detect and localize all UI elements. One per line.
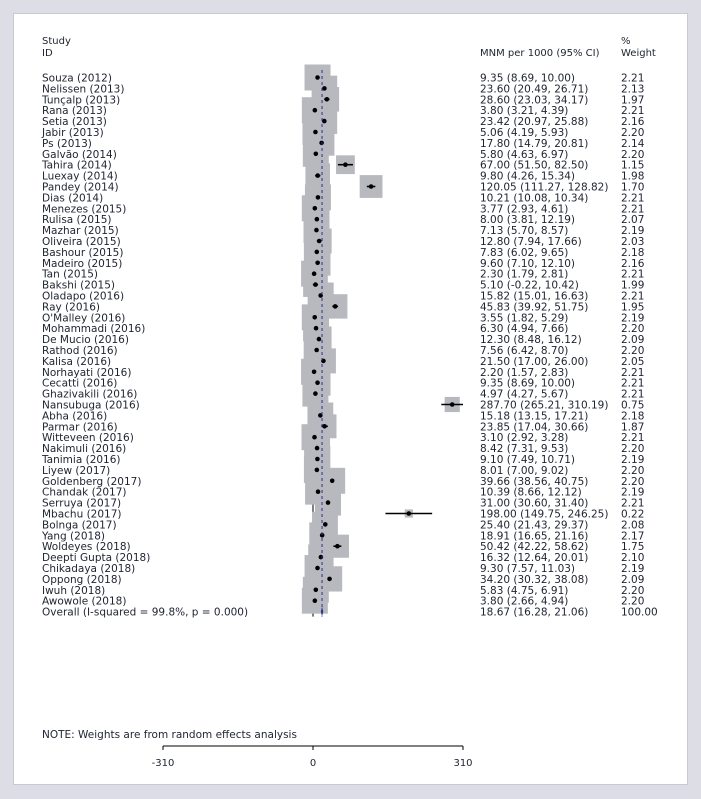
study-label: Witteveen (2016) (42, 432, 134, 445)
ci-text: 21.50 (17.00, 26.00) (480, 355, 589, 368)
point-estimate (315, 446, 320, 451)
ci-text: 8.42 (7.31, 9.53) (480, 443, 569, 456)
point-estimate (323, 522, 328, 527)
weight-text: 1.87 (621, 421, 645, 434)
ci-text: 3.77 (2.93, 4.61) (480, 203, 569, 216)
ci-text: 9.60 (7.10, 12.10) (480, 257, 576, 270)
ci-text: 2.20 (1.57, 2.83) (480, 366, 569, 379)
ci-text: 9.80 (4.26, 15.34) (480, 170, 576, 183)
header-weight: Weight (621, 48, 656, 59)
point-estimate (322, 86, 327, 91)
study-label: Jabir (2013) (42, 127, 104, 139)
ci-text: 7.56 (6.42, 8.70) (480, 345, 569, 357)
study-label: De Mucio (2016) (42, 334, 129, 347)
weight-text: 2.21 (621, 290, 645, 303)
study-label: Tahira (2014) (42, 159, 112, 172)
weight-text: 1.95 (621, 301, 645, 314)
study-label: Souza (2012) (42, 72, 112, 85)
ci-text: 5.10 (-0.22, 10.42) (480, 279, 579, 292)
point-estimate (335, 544, 340, 549)
weight-text: 2.21 (621, 192, 645, 205)
overall-ci-text: 18.67 (16.28, 21.06) (480, 606, 589, 619)
tick-label: 0 (309, 758, 317, 769)
ci-text: 2.30 (1.79, 2.81) (480, 268, 569, 281)
study-label: Luexay (2014) (42, 170, 118, 183)
header-weight-percent: % (621, 36, 631, 47)
ci-text: 10.21 (10.08, 10.34) (480, 192, 589, 205)
study-label: O'Malley (2016) (42, 312, 126, 325)
forest-plot (14, 14, 687, 784)
study-label: Oppong (2018) (42, 573, 122, 586)
weight-text: 2.19 (621, 563, 645, 575)
study-label: Madeiro (2015) (42, 257, 123, 270)
study-label: Yang (2018) (42, 530, 105, 543)
ci-text: 23.42 (20.97, 25.88) (480, 116, 589, 129)
weight-text: 2.20 (621, 323, 645, 336)
ci-text: 3.10 (2.92, 3.28) (480, 432, 569, 445)
weight-text: 1.99 (621, 279, 645, 292)
ci-text: 5.06 (4.19, 5.93) (480, 127, 569, 139)
tick-label: 310 (453, 758, 473, 769)
weight-text: 2.09 (621, 573, 645, 586)
header-id: ID (42, 48, 53, 59)
study-label: Norhayati (2016) (42, 366, 132, 379)
weight-text: 2.21 (621, 268, 645, 281)
point-estimate (315, 75, 320, 80)
tick-label: -310 (151, 758, 175, 769)
weight-text: 2.05 (621, 355, 645, 368)
study-label: Bakshi (2015) (42, 279, 116, 292)
point-estimate (313, 391, 318, 396)
weight-text: 2.13 (621, 83, 645, 96)
study-label: Woldeyes (2018) (42, 541, 131, 554)
study-label: Abha (2016) (42, 410, 108, 423)
ci-text: 5.80 (4.63, 6.97) (480, 148, 569, 161)
weight-text: 2.20 (621, 464, 645, 477)
ci-text: 67.00 (51.50, 82.50) (480, 159, 589, 172)
study-label: Goldenberg (2017) (42, 475, 142, 488)
weight-text: 2.16 (621, 257, 645, 270)
weight-text: 1.75 (621, 541, 645, 554)
weight-text: 2.10 (621, 552, 645, 565)
weight-text: 2.21 (621, 377, 645, 390)
study-label: Kalisa (2016) (42, 355, 112, 368)
study-label: Ghazivakili (2016) (42, 388, 138, 401)
ci-text: 6.30 (4.94, 7.66) (480, 323, 569, 336)
point-estimate (313, 108, 318, 113)
weight-text: 2.19 (621, 486, 645, 499)
study-label: Tanimia (2016) (42, 454, 121, 466)
weight-text: 2.21 (621, 366, 645, 379)
ci-text: 50.42 (42.22, 58.62) (480, 541, 589, 554)
study-label: Rana (2013) (42, 105, 107, 118)
weight-text: 2.20 (621, 345, 645, 357)
study-label: Mazhar (2015) (42, 225, 119, 238)
study-label: Chikadaya (2018) (42, 563, 136, 575)
weight-text: 0.75 (621, 399, 645, 412)
ci-text: 7.13 (5.70, 8.57) (480, 225, 569, 238)
weight-text: 2.20 (621, 127, 645, 139)
point-estimate (450, 402, 455, 407)
ci-text: 7.83 (6.02, 9.65) (480, 246, 569, 259)
point-estimate (313, 282, 318, 287)
ci-text: 12.30 (8.48, 16.12) (480, 334, 582, 347)
ci-text: 287.70 (265.21, 310.19) (480, 399, 609, 412)
x-axis (152, 746, 473, 769)
point-estimate (312, 435, 317, 440)
study-label: Nansubuga (2016) (42, 399, 140, 412)
point-estimate (322, 424, 327, 429)
weight-text: 2.09 (621, 334, 645, 347)
ci-text: 34.20 (30.32, 38.08) (480, 573, 589, 586)
study-label: Rulisa (2015) (42, 214, 112, 227)
ci-text: 9.30 (7.57, 11.03) (480, 563, 576, 575)
point-estimate (313, 598, 318, 603)
study-label: Dias (2014) (42, 192, 104, 205)
weight-text: 2.20 (621, 443, 645, 456)
weight-text: 2.19 (621, 312, 645, 325)
study-label: Awowole (2018) (42, 595, 127, 608)
point-estimate (314, 326, 319, 331)
study-label: Nakimuli (2016) (42, 443, 127, 456)
study-label: Chandak (2017) (42, 486, 127, 499)
weight-text: 2.20 (621, 148, 645, 161)
ci-text: 17.80 (14.79, 20.81) (480, 137, 589, 150)
weight-text: 2.17 (621, 530, 645, 543)
weight-text: 2.20 (621, 584, 645, 597)
study-label: Mbachu (2017) (42, 508, 122, 521)
weight-text: 2.18 (621, 246, 645, 259)
study-label: Tunçalp (2013) (42, 94, 121, 107)
ci-text: 3.80 (3.21, 4.39) (480, 105, 569, 118)
point-estimate (315, 217, 320, 222)
point-estimate (317, 337, 322, 342)
weight-text: 2.21 (621, 72, 645, 85)
point-estimate (316, 195, 321, 200)
ci-text: 8.01 (7.00, 9.02) (480, 464, 569, 477)
ci-text: 15.82 (15.01, 16.63) (480, 290, 589, 303)
point-estimate (314, 348, 319, 353)
weight-text: 1.98 (621, 170, 645, 183)
ci-text: 25.40 (21.43, 29.37) (480, 519, 589, 532)
point-estimate (314, 152, 319, 157)
study-rows (41, 65, 645, 614)
weight-text: 2.20 (621, 595, 645, 608)
point-estimate (315, 457, 320, 462)
weights-note: NOTE: Weights are from random effects analysis (42, 729, 297, 741)
study-label: Bolnga (2017) (42, 519, 117, 532)
point-estimate (325, 97, 330, 102)
ci-text: 28.60 (23.03, 34.17) (480, 94, 589, 107)
point-estimate (315, 173, 320, 178)
point-estimate (326, 500, 331, 505)
point-estimate (322, 119, 327, 124)
study-label: Rathod (2016) (42, 345, 118, 357)
study-label: Mohammadi (2016) (42, 323, 146, 336)
weight-text: 2.21 (621, 105, 645, 118)
study-label: Ray (2016) (42, 301, 100, 314)
study-label: Galvão (2014) (42, 148, 117, 161)
study-label: Pandey (2014) (42, 181, 119, 194)
point-estimate (314, 250, 319, 255)
weight-text: 2.21 (621, 432, 645, 445)
point-estimate (316, 489, 321, 494)
point-estimate (312, 315, 317, 320)
weight-text: 2.21 (621, 203, 645, 216)
overall-label: Overall (I-squared = 99.8%, p = 0.000) (42, 606, 249, 619)
ci-text: 12.80 (7.94, 17.66) (480, 236, 582, 248)
weight-text: 2.21 (621, 388, 645, 401)
point-estimate (317, 239, 322, 244)
point-estimate (327, 577, 332, 582)
study-label: Setia (2013) (42, 116, 107, 129)
study-label: Serruya (2017) (42, 497, 122, 510)
ci-text: 23.85 (17.04, 30.66) (480, 421, 589, 434)
ci-text: 198.00 (149.75, 246.25) (480, 508, 609, 521)
weight-text: 2.19 (621, 454, 645, 466)
point-estimate (313, 206, 318, 211)
ci-text: 9.35 (8.69, 10.00) (480, 72, 576, 85)
weight-text: 1.70 (621, 181, 645, 194)
point-estimate (312, 271, 317, 276)
study-label: Parmar (2016) (42, 421, 118, 434)
weight-text: 2.19 (621, 225, 645, 238)
point-estimate (314, 228, 319, 233)
ci-text: 4.97 (4.27, 5.67) (480, 388, 569, 401)
ci-text: 31.00 (30.60, 31.40) (480, 497, 589, 510)
weight-text: 2.18 (621, 410, 645, 423)
study-label: Liyew (2017) (42, 464, 111, 477)
study-label: Iwuh (2018) (42, 584, 106, 597)
point-estimate (369, 184, 374, 189)
chart-panel (13, 13, 688, 785)
overall-weight: 100.00 (621, 606, 658, 619)
ci-text: 5.83 (4.75, 6.91) (480, 584, 569, 597)
ci-text: 8.00 (3.81, 12.19) (480, 214, 576, 227)
study-label: Menezes (2015) (42, 203, 127, 216)
point-estimate (315, 261, 320, 266)
point-estimate (315, 566, 320, 571)
weight-text: 2.21 (621, 497, 645, 510)
ci-text: 23.60 (20.49, 26.71) (480, 83, 589, 96)
weight-text: 2.08 (621, 519, 645, 532)
weight-text: 2.07 (621, 214, 645, 227)
ci-text: 10.39 (8.66, 12.12) (480, 486, 582, 499)
study-label: Oliveira (2015) (42, 236, 121, 248)
study-label: Cecatti (2016) (42, 377, 118, 390)
ci-text: 39.66 (38.56, 40.75) (480, 475, 589, 488)
header-study: Study (42, 36, 71, 47)
weight-text: 2.20 (621, 475, 645, 488)
study-label: Deepti Gupta (2018) (42, 552, 151, 565)
point-estimate (407, 511, 412, 516)
point-estimate (315, 468, 320, 473)
point-estimate (333, 304, 338, 309)
study-label: Tan (2015) (42, 268, 99, 281)
point-estimate (313, 130, 318, 135)
ci-text: 9.35 (8.69, 10.00) (480, 377, 576, 390)
ci-text: 9.10 (7.49, 10.71) (480, 454, 576, 466)
ci-text: 16.32 (12.64, 20.01) (480, 552, 589, 565)
ci-text: 3.55 (1.82, 5.29) (480, 312, 569, 325)
header-estimate: MNM per 1000 (95% CI) (480, 48, 600, 59)
weight-text: 2.03 (621, 236, 645, 248)
study-label: Ps (2013) (42, 137, 92, 150)
ci-text: 45.83 (39.92, 51.75) (480, 301, 589, 314)
point-estimate (343, 162, 348, 167)
column-headers (42, 36, 656, 59)
weight-text: 1.15 (621, 159, 645, 172)
ci-text: 120.05 (111.27, 128.82) (480, 181, 609, 194)
study-label: Nelissen (2013) (42, 83, 125, 96)
study-label: Bashour (2015) (42, 246, 124, 259)
ci-text: 15.18 (13.15, 17.21) (480, 410, 589, 423)
study-label: Oladapo (2016) (42, 290, 125, 303)
point-estimate (315, 380, 320, 385)
weight-text: 1.97 (621, 94, 645, 107)
weight-text: 2.16 (621, 116, 645, 129)
point-estimate (312, 370, 317, 375)
point-estimate (330, 479, 335, 484)
weight-text: 2.14 (621, 137, 645, 150)
weight-text: 0.22 (621, 508, 645, 521)
ci-text: 18.91 (16.65, 21.16) (480, 530, 589, 543)
point-estimate (314, 588, 319, 593)
ci-text: 3.80 (2.66, 4.94) (480, 595, 569, 608)
